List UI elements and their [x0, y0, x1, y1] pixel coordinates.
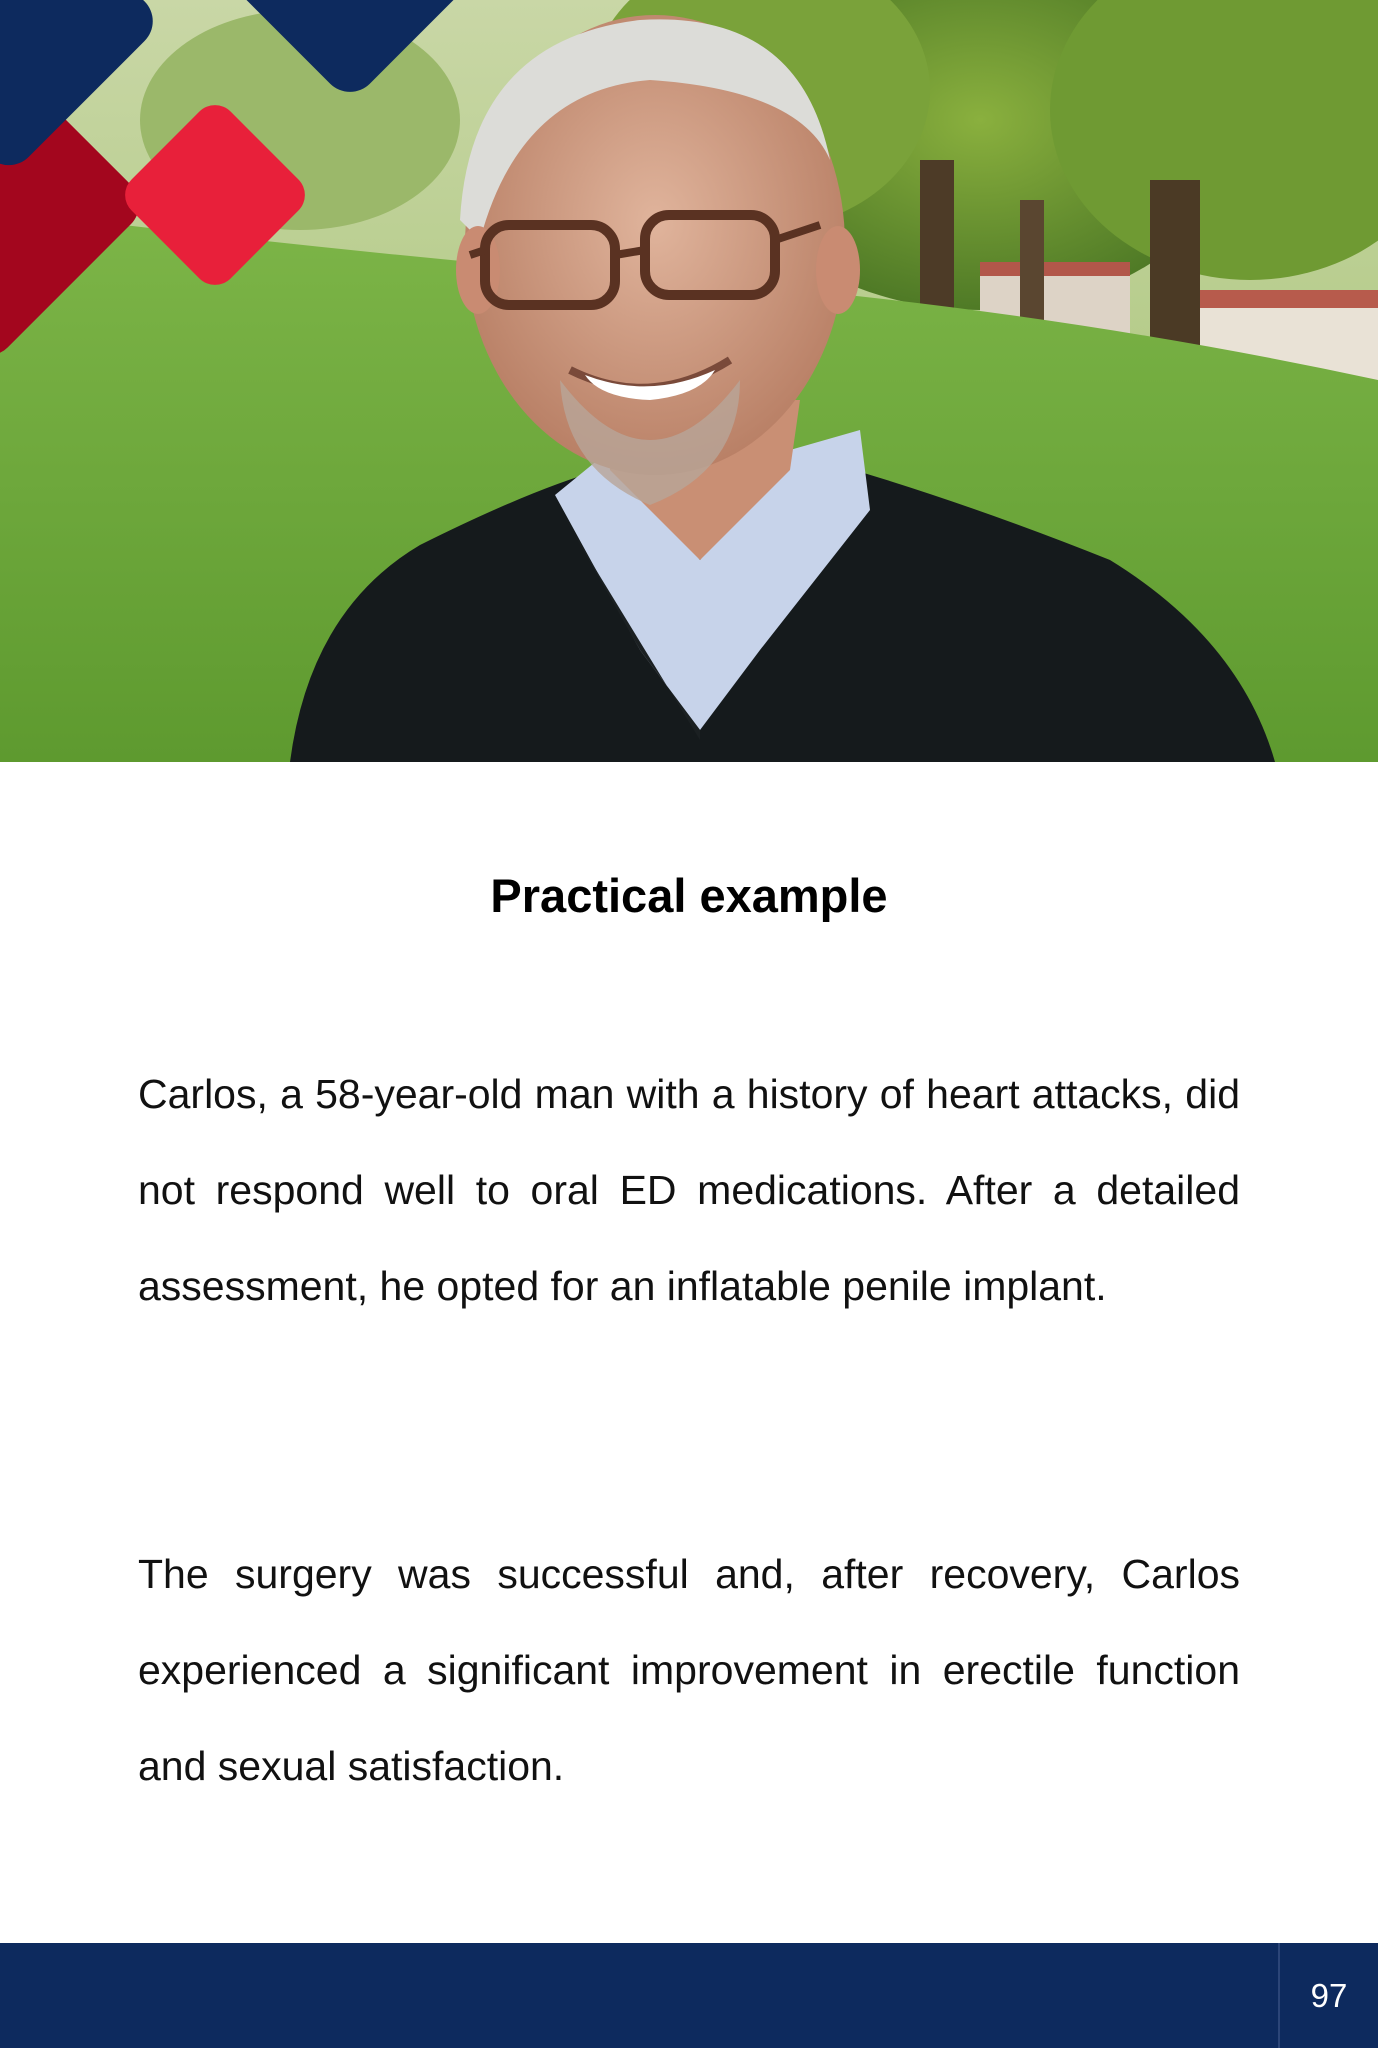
- page-title: Practical example: [490, 869, 888, 922]
- red-diamond: [116, 96, 314, 294]
- hero-photo: [0, 0, 1378, 762]
- footer-bar: [0, 1943, 1378, 2048]
- page-number: 97: [1310, 1977, 1348, 2014]
- decorative-diamond-shapes: [0, 0, 480, 430]
- body-paragraph-2: The surgery was successful and, after recovery, Carlos experienced a significant improvement in erectile function and sexual satisfaction.: [138, 1551, 1240, 1789]
- body-paragraph-1: Carlos, a 58-year-old man with a history of heart attacks, did not respond well to oral ED medications. After a detailed assessment, he opted for an inflatable penile implant.: [138, 1071, 1240, 1309]
- navy-diamond-top: [202, 0, 480, 103]
